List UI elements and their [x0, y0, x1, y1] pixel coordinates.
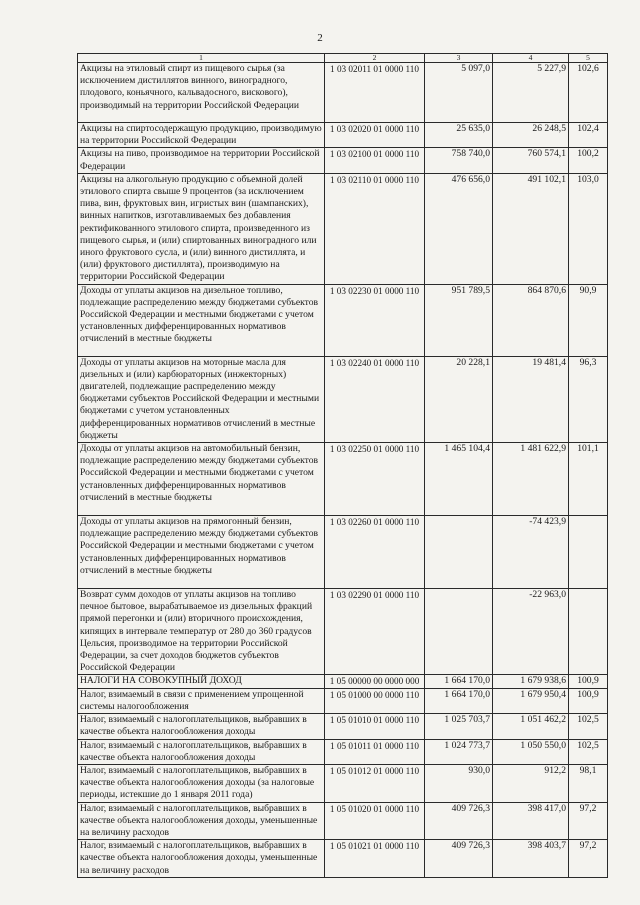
row-name: Возврат сумм доходов от уплаты акцизов на топливо печное бытовое, вырабатываемое из дизельных фракций прямой перегонки и (или) вторичного происхождения, кипящих в интервале температур от 280 до 360 градусов Цельсия, производимое на территории Российской Федерации, за счет доходов бюджетов субъектов Российской Федерации [78, 589, 325, 675]
row-percent: 102,4 [569, 123, 608, 148]
table-row [78, 589, 608, 675]
row-percent: 100,2 [569, 148, 608, 173]
column-number: 3 [425, 54, 493, 63]
row-code: 1 03 02230 01 0000 110 [325, 284, 425, 356]
row-percent: 102,5 [569, 739, 608, 764]
row-code: 1 03 02240 01 0000 110 [325, 356, 425, 442]
table-row [78, 840, 608, 878]
row-planned: 5 097,0 [425, 63, 493, 123]
row-code: 1 03 02011 01 0000 110 [325, 63, 425, 123]
row-name: Акцизы на пиво, производимое на территории Российской Федерации [78, 148, 325, 173]
row-code: 1 03 02020 01 0000 110 [325, 123, 425, 148]
row-actual: 1 679 950,4 [493, 688, 569, 713]
row-actual: 912,2 [493, 764, 569, 802]
row-code: 1 05 01021 01 0000 110 [325, 840, 425, 878]
row-actual: -74 423,9 [493, 516, 569, 589]
row-planned: 25 635,0 [425, 123, 493, 148]
row-name: Налог, взимаемый с налогоплательщиков, выбравших в качестве объекта налогообложения доходы, уменьшенные на величину расходов [78, 802, 325, 840]
row-name: Налог, взимаемый с налогоплательщиков, выбравших в качестве объекта налогообложения доходы, уменьшенные на величину расходов [78, 840, 325, 878]
row-actual: 1 051 462,2 [493, 714, 569, 739]
row-code: 1 05 01012 01 0000 110 [325, 764, 425, 802]
row-planned: 1 664 170,0 [425, 688, 493, 713]
row-name: Акцизы на этиловый спирт из пищевого сырья (за исключением дистиллятов винного, виноградного, плодового, коньячного, кальвадосного, вискового), производимый на территории Российской Федерации [78, 63, 325, 123]
row-code: 1 03 02290 01 0000 110 [325, 589, 425, 675]
row-planned: 951 789,5 [425, 284, 493, 356]
table-row [78, 356, 608, 442]
row-code: 1 03 02110 01 0000 110 [325, 173, 425, 284]
row-name: НАЛОГИ НА СОВОКУПНЫЙ ДОХОД [78, 675, 325, 688]
table-row [78, 688, 608, 713]
row-percent: 97,2 [569, 802, 608, 840]
row-percent [569, 516, 608, 589]
row-percent [569, 589, 608, 675]
table-row [78, 802, 608, 840]
row-name: Доходы от уплаты акцизов на моторные масла для дизельных и (или) карбюраторных (инжекторных) двигателей, подлежащие распределению между бюджетами субъектов Российской Федерации и местными бюджетами с учетом установленных дифференцированных нормативов отчислений в местные бюджеты [78, 356, 325, 442]
row-planned: 409 726,3 [425, 802, 493, 840]
row-actual: 1 481 622,9 [493, 443, 569, 516]
row-code: 1 05 00000 00 0000 000 [325, 675, 425, 688]
column-number-row [78, 54, 608, 63]
row-name: Налог, взимаемый с налогоплательщиков, выбравших в качестве объекта налогообложения доходы [78, 739, 325, 764]
row-planned: 1 025 703,7 [425, 714, 493, 739]
row-planned: 20 228,1 [425, 356, 493, 442]
row-code: 1 03 02260 01 0000 110 [325, 516, 425, 589]
table-row [78, 284, 608, 356]
row-code: 1 03 02250 01 0000 110 [325, 443, 425, 516]
row-percent: 96,3 [569, 356, 608, 442]
column-number: 5 [569, 54, 608, 63]
row-percent: 97,2 [569, 840, 608, 878]
row-planned [425, 589, 493, 675]
row-percent: 103,0 [569, 173, 608, 284]
table-row [78, 516, 608, 589]
row-code: 1 05 01011 01 0000 110 [325, 739, 425, 764]
row-planned: 409 726,3 [425, 840, 493, 878]
row-code: 1 03 02100 01 0000 110 [325, 148, 425, 173]
row-percent: 100,9 [569, 688, 608, 713]
row-percent: 102,6 [569, 63, 608, 123]
page-number: 2 [317, 32, 323, 44]
table-row [78, 63, 608, 123]
row-actual: -22 963,0 [493, 589, 569, 675]
row-planned: 930,0 [425, 764, 493, 802]
row-name: Налог, взимаемый с налогоплательщиков, выбравших в качестве объекта налогообложения доходы (за налоговые периоды, истекшие до 1 января 2011 года) [78, 764, 325, 802]
table-row [78, 148, 608, 173]
row-percent: 102,5 [569, 714, 608, 739]
row-actual: 398 417,0 [493, 802, 569, 840]
row-name: Акцизы на алкогольную продукцию с объемной долей этилового спирта свыше 9 процентов (за исключением пива, вин, фруктовых вин, игристых вин (шампанских), винных напитков, изготавливаемых без добавления ректификованного этилового спирта, произведенного из пищевого сырья, и (или) спиртованных виноградного или иного фруктового сусла, и (или) винного дистиллята, и (или) фруктового дистиллята), производимую на территории Российской Федерации [78, 173, 325, 284]
row-name: Акцизы на спиртосодержащую продукцию, производимую на территории Российской Федерации [78, 123, 325, 148]
row-actual: 26 248,5 [493, 123, 569, 148]
table-row [78, 443, 608, 516]
row-code: 1 05 01010 01 0000 110 [325, 714, 425, 739]
row-actual: 19 481,4 [493, 356, 569, 442]
row-planned: 1 024 773,7 [425, 739, 493, 764]
row-name: Доходы от уплаты акцизов на автомобильный бензин, подлежащие распределению между бюджетами субъектов Российской Федерации и местными бюджетами с учетом установленных дифференцированных нормативов отчислений в местные бюджеты [78, 443, 325, 516]
table-row [78, 675, 608, 688]
row-actual: 1 679 938,6 [493, 675, 569, 688]
column-number: 1 [78, 54, 325, 63]
row-actual: 864 870,6 [493, 284, 569, 356]
table-row [78, 173, 608, 284]
row-planned: 1 465 104,4 [425, 443, 493, 516]
row-planned [425, 516, 493, 589]
row-actual: 5 227,9 [493, 63, 569, 123]
table-row [78, 714, 608, 739]
row-name: Налог, взимаемый в связи с применением упрощенной системы налогообложения [78, 688, 325, 713]
row-name: Налог, взимаемый с налогоплательщиков, выбравших в качестве объекта налогообложения доходы [78, 714, 325, 739]
row-actual: 1 050 550,0 [493, 739, 569, 764]
revenue-table [77, 53, 608, 878]
row-planned: 758 740,0 [425, 148, 493, 173]
row-percent: 90,9 [569, 284, 608, 356]
row-actual: 398 403,7 [493, 840, 569, 878]
table-row [78, 739, 608, 764]
column-number: 4 [493, 54, 569, 63]
row-percent: 98,1 [569, 764, 608, 802]
row-actual: 760 574,1 [493, 148, 569, 173]
table-row [78, 764, 608, 802]
row-percent: 101,1 [569, 443, 608, 516]
row-code: 1 05 01000 00 0000 110 [325, 688, 425, 713]
row-planned: 1 664 170,0 [425, 675, 493, 688]
row-actual: 491 102,1 [493, 173, 569, 284]
row-name: Доходы от уплаты акцизов на прямогонный бензин, подлежащие распределению между бюджетами субъектов Российской Федерации и местными бюджетами с учетом установленных дифференцированных нормативов отчислений в местные бюджеты [78, 516, 325, 589]
row-name: Доходы от уплаты акцизов на дизельное топливо, подлежащие распределению между бюджетами субъектов Российской Федерации и местными бюджетами с учетом установленных дифференцированных нормативов отчислений в местные бюджеты [78, 284, 325, 356]
table-row [78, 123, 608, 148]
row-planned: 476 656,0 [425, 173, 493, 284]
row-percent: 100,9 [569, 675, 608, 688]
row-code: 1 05 01020 01 0000 110 [325, 802, 425, 840]
column-number: 2 [325, 54, 425, 63]
